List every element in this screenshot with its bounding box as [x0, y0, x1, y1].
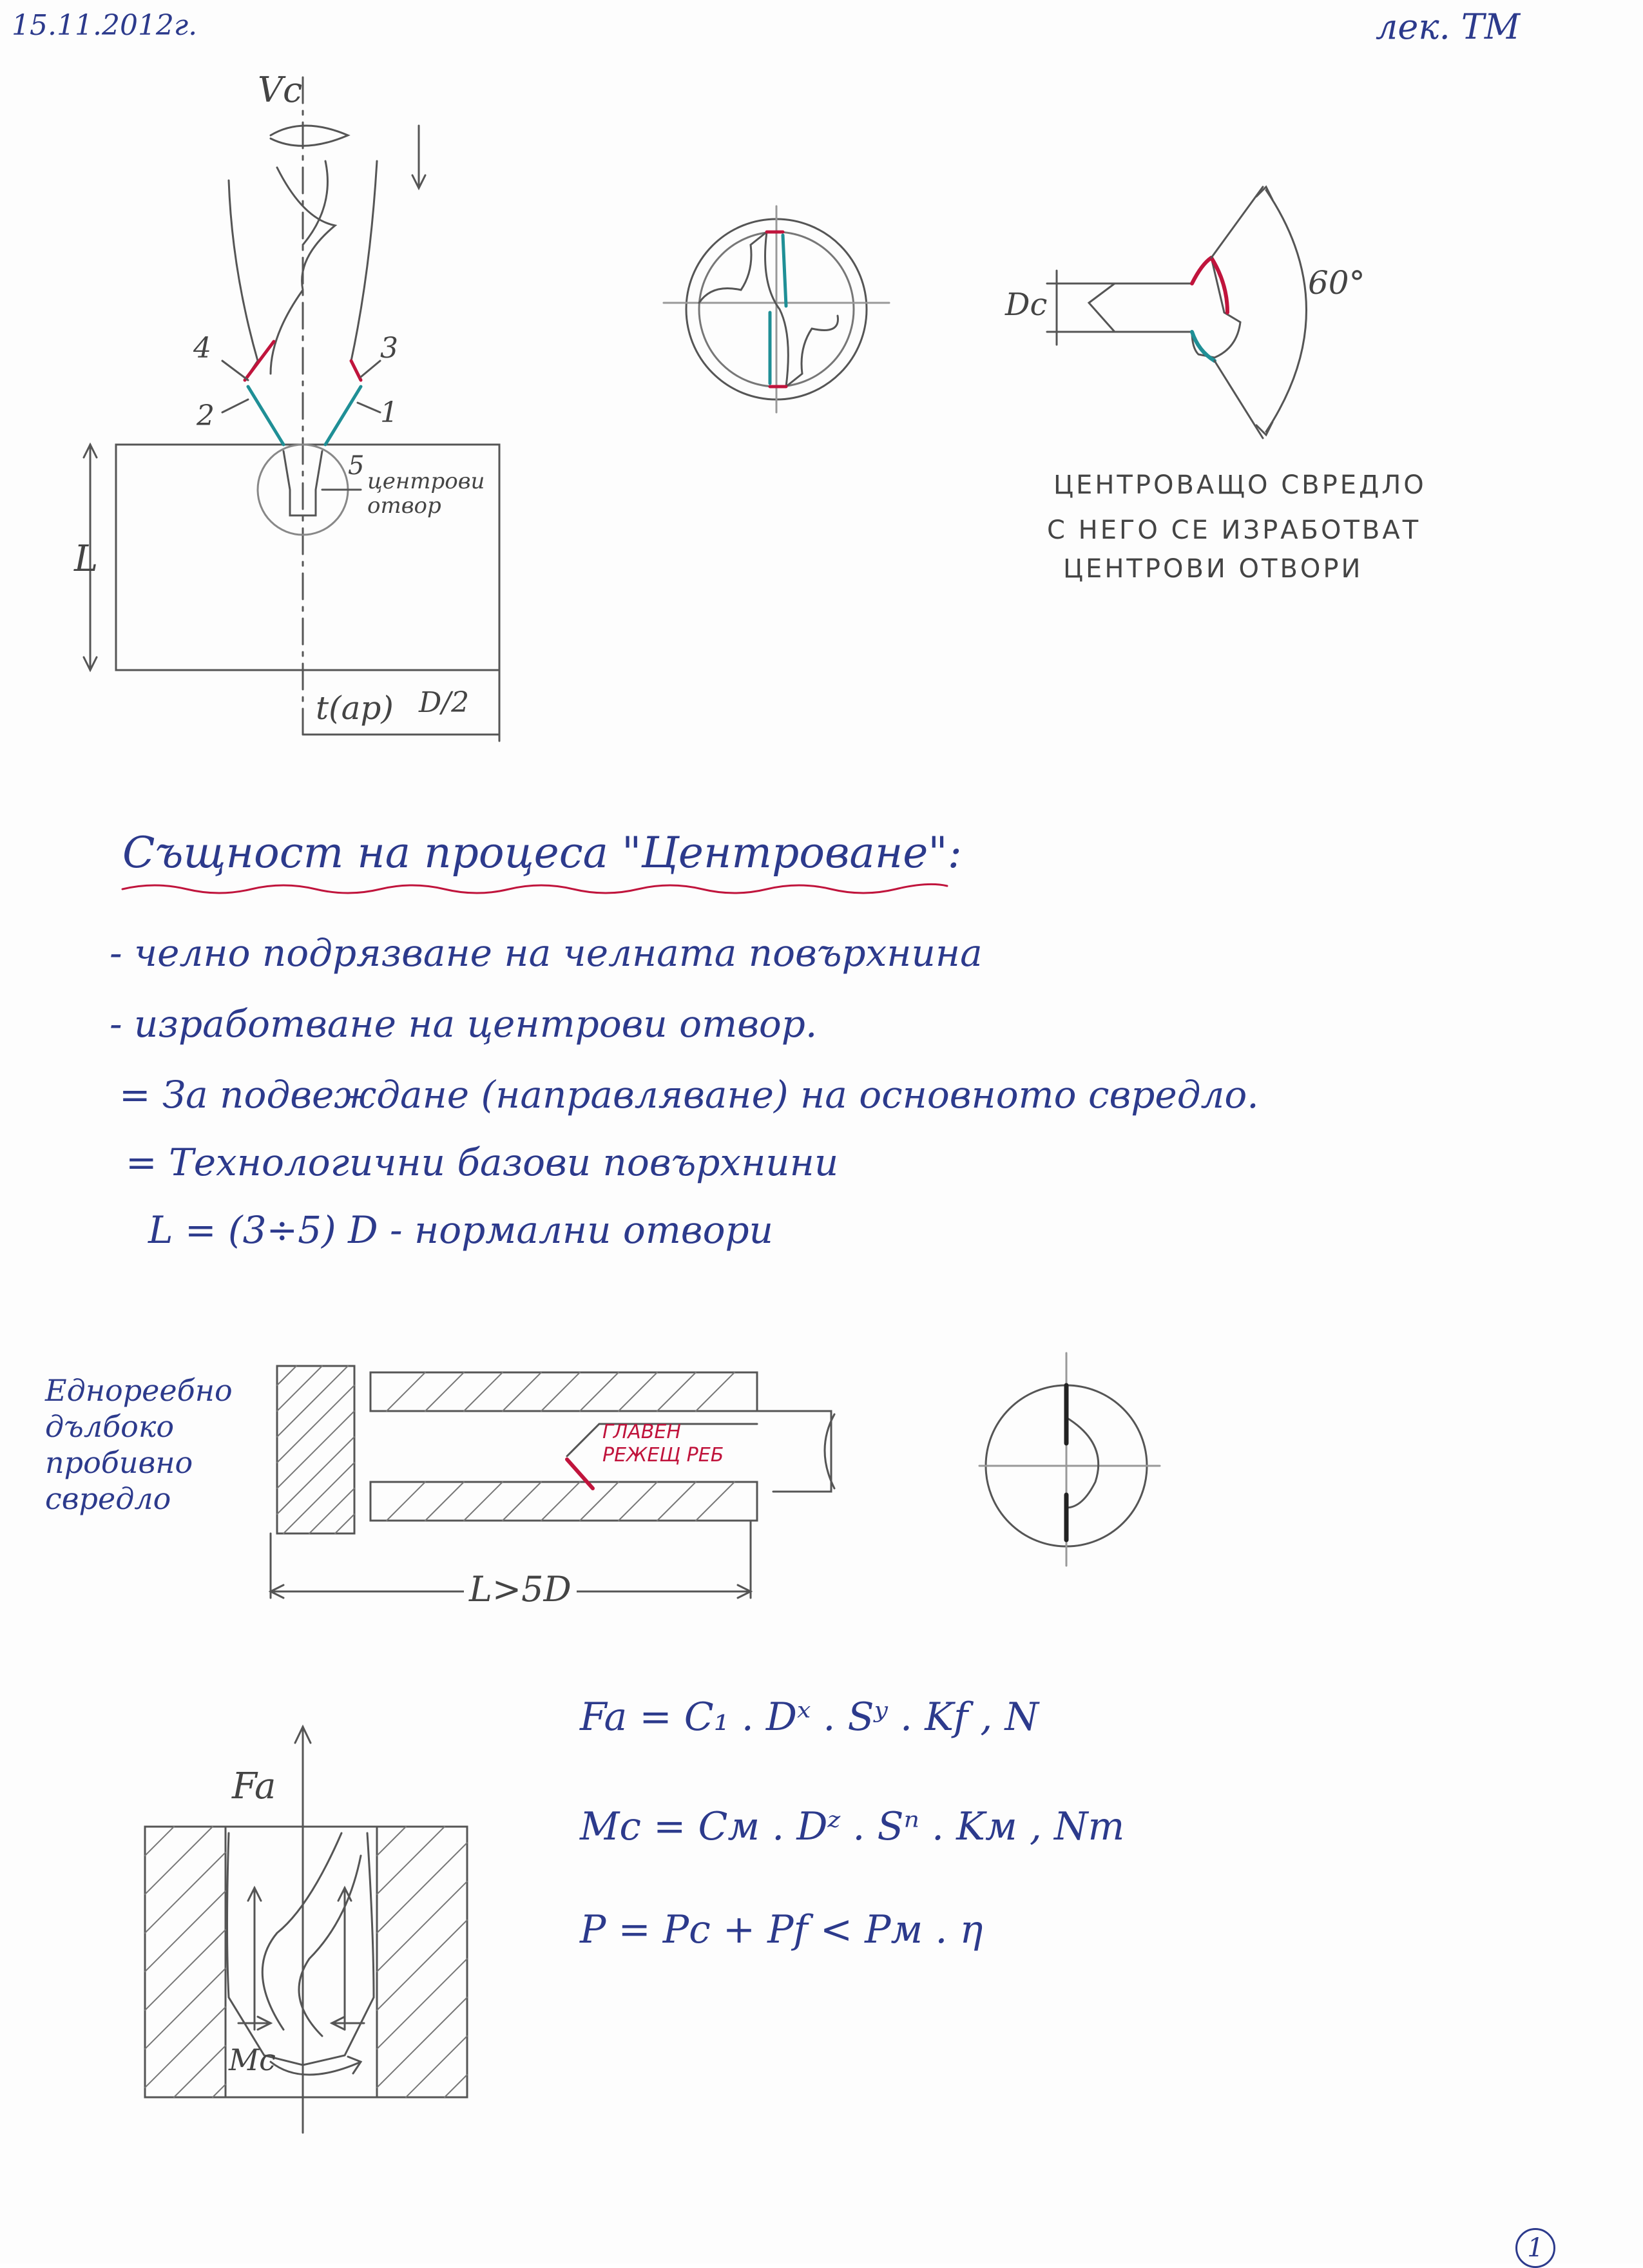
edge-3 — [351, 361, 361, 380]
fig5-drill-in-hole — [145, 1727, 467, 2133]
section-heading: Същност на процеса "Центроване": — [122, 828, 962, 878]
bullet-5: L = (3÷5) D - нормални отвори — [148, 1208, 773, 1252]
fig3-centering-drill — [1047, 187, 1307, 438]
drill-flutes — [262, 1833, 361, 2036]
tube-top — [370, 1372, 757, 1411]
length-label: L>5D — [464, 1569, 577, 1610]
label-2: 2 — [197, 399, 215, 432]
centering-drill-caption-1: ЦЕНТРОВАЩО СВРЕДЛО — [1053, 470, 1427, 500]
edge-2 — [248, 387, 283, 445]
label-1: 1 — [380, 396, 398, 429]
tube-bottom — [370, 1482, 757, 1521]
main-cutting-edge — [567, 1459, 593, 1488]
L-label: L — [74, 538, 99, 580]
formula-power: P = Pc + Pf < Pм . η — [580, 1907, 983, 1952]
section-flute — [1066, 1418, 1099, 1508]
heading-underline — [122, 884, 947, 893]
bullet-1: - челно подрязване на челната повърхнина — [110, 931, 983, 975]
lecture-date: 15.11.2012г. — [12, 9, 198, 42]
fig4-gun-drill — [271, 1353, 1160, 1598]
label-3: 3 — [380, 332, 398, 365]
flute-right — [786, 316, 838, 387]
angle-arc — [1266, 190, 1307, 432]
centering-drill-caption-3: ЦЕНТРОВИ ОТВОРИ — [1063, 554, 1363, 584]
drill-shank — [757, 1411, 831, 1492]
edge-1 — [325, 387, 361, 445]
bullet-3: = За подвеждане (направляване) на основното свредло. — [119, 1073, 1259, 1117]
t-ap-label: t(ap) — [316, 689, 394, 727]
drill-outline — [227, 1833, 374, 2065]
fa-label: Fa — [232, 1765, 276, 1807]
vc-label: Vc — [258, 70, 303, 110]
angle-line-bottom — [1215, 361, 1263, 438]
angle-label: 60° — [1308, 264, 1365, 302]
angle-line-top — [1211, 187, 1263, 258]
mc-label: Mc — [229, 2042, 276, 2077]
formula-torque: Mc = Cм . Dᶻ . Sⁿ . Kм , Nm — [580, 1804, 1125, 1849]
edge-4 — [245, 341, 274, 380]
label-4: 4 — [193, 332, 211, 365]
gun-drill-label: Еднореебно дълбоко пробивно свредло — [45, 1373, 233, 1516]
formula-axial-force: Fa = C₁ . Dˣ . Sʸ . Kf , N — [580, 1695, 1039, 1740]
d-half-label: D/2 — [419, 686, 470, 719]
page-number: 1 — [1515, 2228, 1555, 2268]
flute-left — [699, 232, 767, 303]
fig1-drill-sketch — [84, 77, 499, 741]
drill-flute-2 — [303, 161, 327, 245]
bullet-2: - изработване на центрови отвор. — [110, 1002, 818, 1046]
center-hole-label: центрови отвор — [367, 468, 485, 519]
centering-drill-caption-2: С НЕГО СЕ ИЗРАБОТВАТ — [1047, 515, 1421, 545]
bullet-4: = Технологични базови повърхнини — [126, 1140, 839, 1184]
rotation-arrow — [271, 126, 348, 146]
main-edge-label: ГЛАВЕН РЕЖЕЩ РЕБ — [602, 1421, 724, 1466]
rotation-mark — [825, 1414, 834, 1488]
moment-arc — [271, 2062, 361, 2075]
label-5: 5 — [348, 451, 365, 481]
fig2-drill-section — [664, 206, 889, 412]
lecture-code: лек. ТМ — [1376, 6, 1521, 47]
dc-label: Dc — [1005, 287, 1048, 323]
